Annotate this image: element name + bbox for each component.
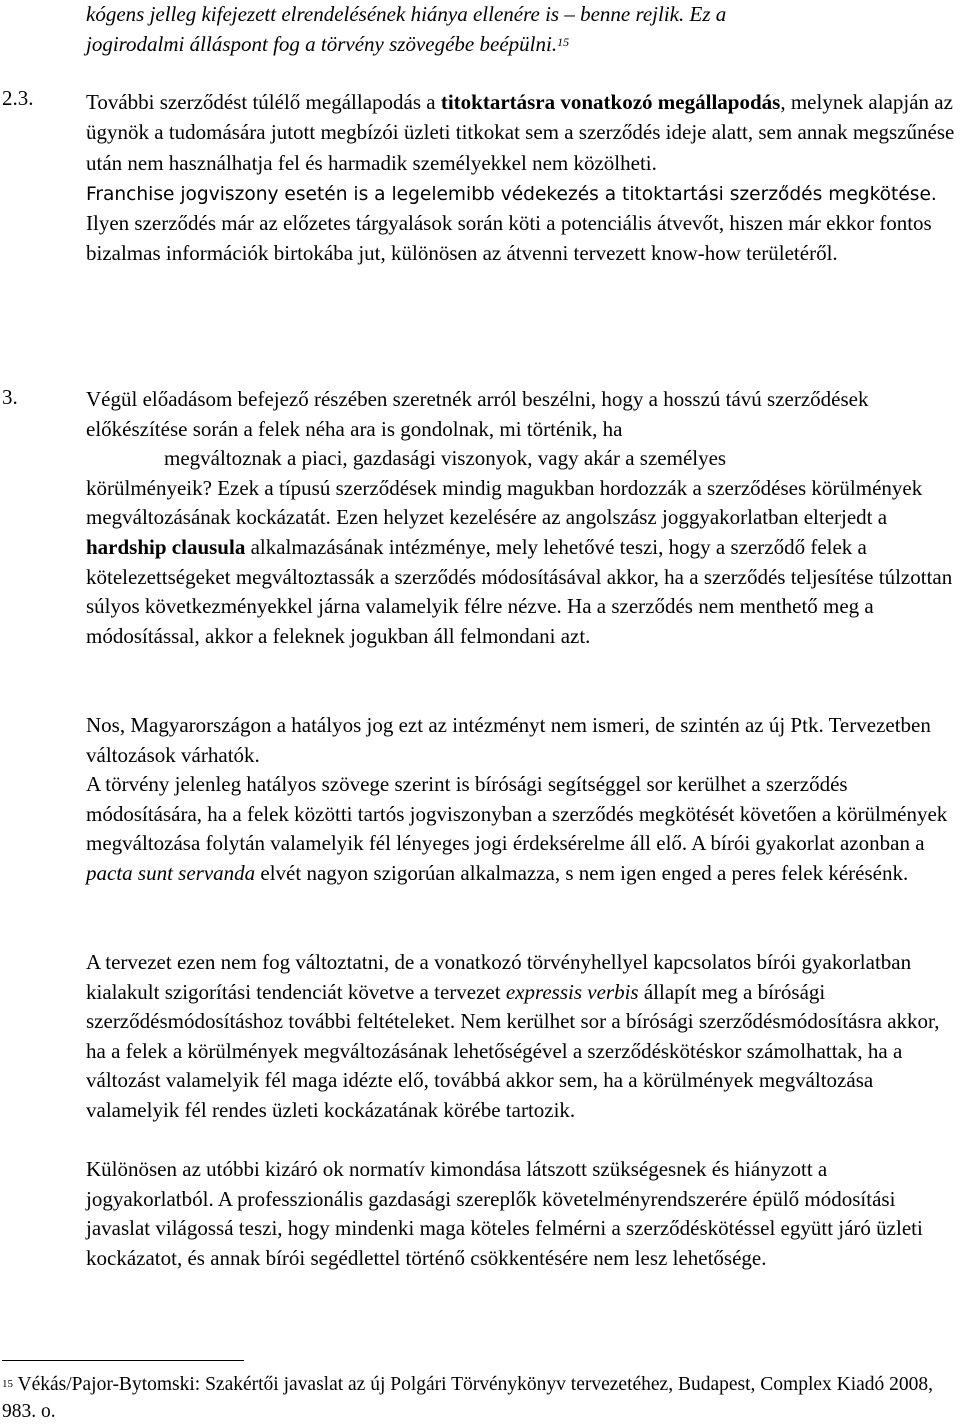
- section-3-line-2: megváltoznak a piaci, gazdasági viszonyok, vagy akár a személyes: [164, 446, 727, 471]
- footnote-ref-15[interactable]: 15: [557, 34, 570, 49]
- paragraph-kulonosen: Különösen az utóbbi kizáró ok normatív kimondása látszott szükségesnek és hiányzott a jogyakorlatból. A professzionális gazdasági szereplők követelményrendszerére épülő módosítási javaslat világossá teszi, hogy mindenki maga köteles felmérni a szerződéskötéssel együtt járó üzleti kockázatot, és annak bírói segédlettel történő csökkentésére nem lesz lehetősége.: [86, 1157, 923, 1270]
- paragraph-torveny-latin: pacta sunt servanda: [86, 860, 256, 885]
- section-3-hardship-term: hardship clausula: [86, 534, 246, 559]
- section-2-3-body: , melynek alapján az ügynök a tudomására jutott megbízói üzleti titkokat sem a szerződés ideje alatt, sem annak megszűnése után nem használhatja fel és harmadik személyekkel nem közölheti.: [86, 90, 955, 175]
- paragraph-nos: Nos, Magyarországon a hatályos jog ezt az intézményt nem ismeri, de szintén az új Ptk. Tervezetben változások várhatók.: [86, 713, 931, 767]
- paragraph-tervezet: [86, 948, 956, 1126]
- section-3-paragraph: [86, 385, 956, 651]
- paragraph-tervezet-latin: expressis verbis: [505, 979, 639, 1004]
- section-3-line-3b: alkalmazásának intézménye, mely lehetővé teszi, hogy a szerződő felek a kötelezettségeket megváltoztassák a szerződés módosításával akkor, ha a szerződés teljesítése túlzottan súlyos következményekkel járna valamelyik félre nézve. Ha a szerződés nem menthető meg a módosítással, akkor a feleknek jogukban áll felmondani azt.: [86, 534, 953, 648]
- top-paragraph: [86, 0, 956, 59]
- paragraph-tervezet-b: állapít meg a bírósági szerződésmódosításhoz további feltételeket. Nem kerülhet sor a bírósági szerződésmódosításra akkor, ha a felek a körülmények megváltozásának lehetőségével a szerződéskötéskor számolhattak, ha a változást valamelyik fél maga idézte elő, továbbá akkor sem, ha a körülmények megváltozása valamelyik fél rendes üzleti kockázatának körébe tartozik.: [86, 979, 940, 1122]
- footnote-15: [2, 1371, 956, 1425]
- section-number-3: 3.: [2, 385, 18, 409]
- section-2-3-intro: További szerződést túlélő megállapodás a: [86, 90, 441, 114]
- section-2-3-bold-term: titoktartásra vonatkozó megállapodás: [440, 90, 781, 114]
- section-3-line-3a: körülményeik? Ezek a típusú szerződések mindig magukban hordozzák a szerződéses körülmények megváltozásának kockázatát. Ezen helyzet kezelésére az angolszász joggyakorlatban elterjedt a: [86, 475, 923, 530]
- section-2-3-ilyen: Ilyen szerződés már az előzetes tárgyalások során köti a potenciális átvevőt, hiszen már ekkor fontos bizalmas információk birtokába jut, különösen az átvenni tervezett know-how területéről.: [86, 211, 932, 266]
- footnote-number: 15: [2, 1378, 13, 1390]
- section-number-2-3: 2.3.: [2, 86, 34, 110]
- top-line-1: kógens jelleg kifejezett elrendelésének hiánya ellenére is – benne rejlik. Ez a: [86, 2, 727, 26]
- paragraph-tervezet-a: A tervezet ezen nem fog változtatni, de a vonatkozó törvényhellyel kapcsolatos bírói gyakorlatban kialakult szigorítási tendenciát követve a tervezet: [86, 950, 912, 1004]
- section-2-3-franchise: Franchise jogviszony esetén is a legelemibb védekezés a titoktartási szerződés megkötése.: [86, 183, 937, 205]
- footnote-text: Vékás/Pajor-Bytomski: Szakértői javaslat az új Polgári Törvénykönyv tervezetéhez, Budapest, Complex Kiadó 2008, 983. o.: [2, 1374, 934, 1422]
- paragraph-torveny-b: elvét nagyon szigorúan alkalmazza, s nem igen enged a peres felek kérésénk.: [255, 860, 909, 885]
- top-line-2: jogirodalmi álláspont fog a törvény szövegébe beépülni.: [86, 31, 558, 56]
- paragraph-torveny: [86, 770, 956, 888]
- footnote-separator: [2, 1360, 244, 1361]
- paragraph-torveny-a: A törvény jelenleg hatályos szövege szerint is bírósági segítséggel sor kerülhet a szerződés módosítására, ha a felek közötti tartós jogviszonyban a szerződés megkötését követően a körülmények megváltozása folytán valamelyik fél lényeges jogi érdeksérelme áll elő. A bírói gyakorlat azonban a: [86, 772, 948, 856]
- section-3-line-1: Végül előadásom befejező részében szeretnék arról beszélni, hogy a hosszú távú szerződések előkészítése során a felek néha ara is gondolnak, mi történik, ha: [86, 387, 869, 441]
- section-2-3-paragraph: [86, 88, 956, 270]
